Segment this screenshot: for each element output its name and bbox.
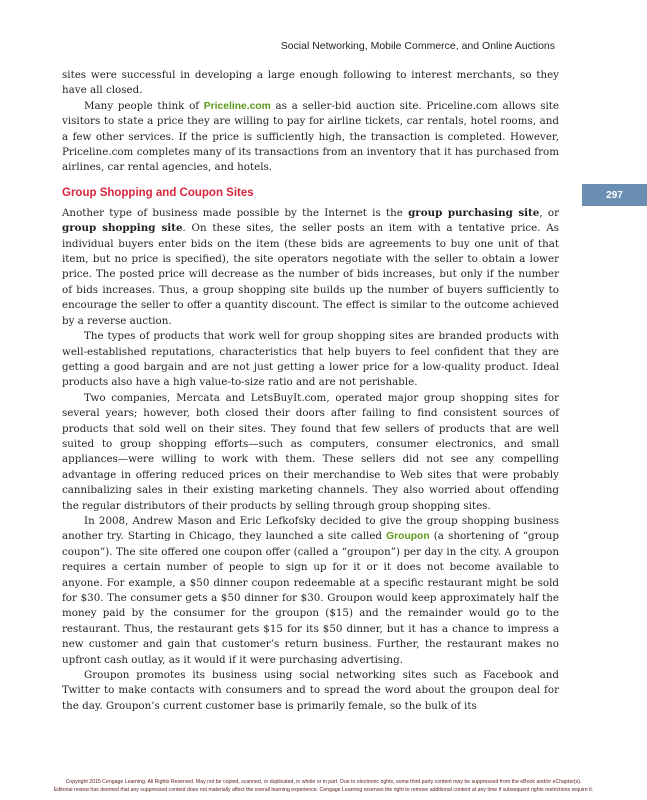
section-heading: Group Shopping and Coupon Sites <box>62 186 254 199</box>
footer-line-2: Editorial review has deemed that any suppressed content does not materially affect the overall learning experience. Cengage Learning reserves the right to remove additional content at any time if subsequent rights restrictions require it. <box>53 787 594 793</box>
key-term-group-shopping-site: group shopping site <box>62 222 183 235</box>
priceline-link[interactable]: Priceline.com <box>203 100 271 112</box>
text-run: , or <box>539 206 559 219</box>
groupon-link[interactable]: Groupon <box>386 531 430 543</box>
section-paragraph-1 <box>62 206 559 329</box>
footer-line-1: Copyright 2015 Cengage Learning. All Rights Reserved. May not be copied, scanned, or duplicated, in whole or in part. Due to electronic rights, some third party content may be suppressed from the eBook and/or eChapter(s). <box>65 779 582 785</box>
text-run: Another type of business made possible by the Internet is the <box>62 206 409 219</box>
section-paragraph-4 <box>62 514 559 668</box>
key-term-group-purchasing-site: group purchasing site <box>408 206 540 219</box>
text-run: (a shortening of “group coupon”). The site offered one coupon offer (called a “groupon”) per day in the city. A groupon requires a certain number of people to sign up for it or it does not become available to anyone. For example, a $50 dinner coupon redeemable at a specific restaurant might be sold for $30. The consumer gets a $50 dinner for $30. Groupon would keep approximately half the money paid by the consumer for the groupon ($15) and the remainder would go to the restaurant. Thus, the restaurant gets $15 for its $50 dinner, but it has a chance to impress a new customer and gain that customer’s return business. Further, the restaurant makes no upfront cash outlay, as it would if it were purchasing advertising. <box>62 530 559 666</box>
text-run: Many people think of <box>84 99 204 112</box>
intro-paragraph-2 <box>62 99 559 176</box>
running-head: Social Networking, Mobile Commerce, and Online Auctions <box>280 40 555 52</box>
text-run: . On these sites, the seller posts an item with a tentative price. As individual buyers enter bids on the item (these bids are agreements to buy one unit of that item, but no price is specified), the site operators negotiate with the seller to obtain a lower price. The posted price will decrease as the number of bids increases, but only if the number of bids increases. Thus, a group shopping site builds up the number of buyers sufficiently to encourage the seller to offer a quantity discount. The effect is similar to the outcome achieved by a reverse auction. <box>62 222 560 327</box>
intro-paragraph-1: sites were successful in developing a large enough following to interest merchants, so they have all closed. <box>62 69 559 97</box>
text-run: as a seller-bid auction site. Priceline.com allows site visitors to state a price they are willing to pay for airline tickets, car rentals, hotel rooms, and a few other services. If the price is sufficiently high, the transaction is completed. However, Priceline.com completes many of its transactions from an inventory that it has purchased from airlines, car rental agencies, and hotels. <box>62 99 560 174</box>
copyright-footer <box>0 778 647 794</box>
section-paragraph-5: Groupon promotes its business using social networking sites such as Facebook and Twitter to make contacts with consumers and to spread the word about the groupon deal for the day. Groupon’s current customer base is primarily female, so the bulk of its <box>62 669 559 712</box>
section-paragraph-2: The types of products that work well for group shopping sites are branded products with well-established reputations, characteristics that help buyers to feel confident that they are getting a good bargain and are not just getting a lower price for a low-quality product. Ideal products also have a high value-to-size ratio and are not perishable. <box>62 330 559 389</box>
page-number-tab: 297 <box>582 184 647 206</box>
section-paragraph-3: Two companies, Mercata and LetsBuyIt.com, operated major group shopping sites for several years; however, both closed their doors after failing to find consistent sources of products that sold well on their sites. They found that few sellers of products that are well suited to group shopping efforts—such as computers, consumer electronics, and small appliances—were willing to work with them. These sellers did not see any compelling advantage in offering reduced prices on their merchandise to Web sites that were probably cannibalizing sales in their existing marketing channels. They also worried about offending the regular distributors of their products by selling through group shopping sites. <box>62 391 559 512</box>
text-run: In 2008, Andrew Mason and Eric Lefkofsky decided to give the group shopping business another try. Starting in Chicago, they launched a site called <box>62 514 559 543</box>
body-text <box>62 68 559 714</box>
